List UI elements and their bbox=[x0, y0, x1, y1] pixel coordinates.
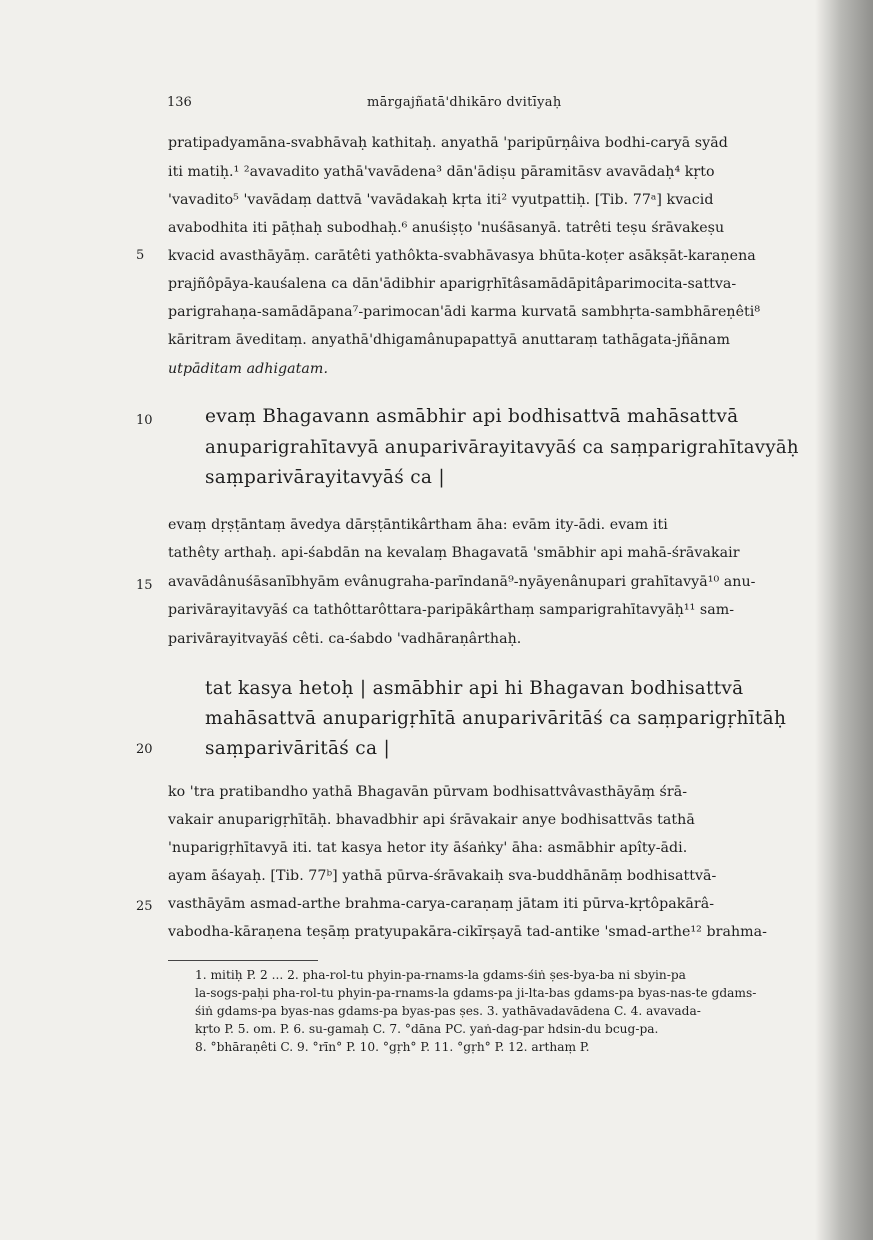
line-number: 10 bbox=[136, 413, 153, 428]
commentary-line: evaṃ dṛṣṭāntaṃ āvedya dārṣṭāntikârtham āha: evām ity-ādi. evam iti bbox=[168, 517, 668, 533]
commentary-line: vabodha-kāraṇena teṣāṃ pratyupakāra-cikīrṣayā tad-antike 'smad-arthe¹² brahma- bbox=[168, 924, 767, 940]
commentary-line: ayam āśayaḥ. [Tib. 77ᵇ] yathā pūrva-śrāvakaiḥ sva-buddhānāṃ bodhisattvā- bbox=[168, 868, 717, 884]
line-number: 15 bbox=[136, 578, 153, 593]
footnote-line: 8. °bhāraṇêti C. 9. °rīn° P. 10. °gṛh° P. 11. °gṛh° P. 12. arthaṃ P. bbox=[195, 1040, 590, 1054]
commentary-line: vakair anuparigṛhītāḥ. bhavadbhir api śrāvakair anye bodhisattvās tathā bbox=[168, 812, 695, 828]
verse-line: evaṃ Bhagavann asmābhir api bodhisattvā mahāsattvā bbox=[205, 406, 739, 427]
footnote-line: la-sogs-paḥi pha-rol-tu phyin-pa-rnams-la gdams-pa ji-lta-bas gdams-pa byas-nas-te gdams- bbox=[195, 986, 757, 1000]
verse-line: mahāsattvā anuparigṛhītā anuparivāritāś ca saṃparigṛhītāḥ bbox=[205, 708, 787, 729]
commentary-line: kvacid avasthāyāṃ. carātêti yathôkta-svabhāvasya bhūta-koṭer asākṣāt-karaṇena bbox=[168, 248, 756, 264]
commentary-line: tathêty arthaḥ. api-śabdān na kevalaṃ Bhagavatā 'smābhir api mahā-śrāvakair bbox=[168, 545, 740, 561]
commentary-line: pratipadyamāna-svabhāvaḥ kathitaḥ. anyathā 'paripūrṇâiva bodhi-caryā syād bbox=[168, 135, 728, 151]
verse-line: tat kasya hetoḥ | asmābhir api hi Bhagavan bodhisattvā bbox=[205, 678, 744, 699]
commentary-line: avavādânuśāsanībhyām evânugraha-parīndanā⁹-nyāyenânupari grahītavyā¹⁰ anu- bbox=[168, 574, 756, 590]
commentary-line: ko 'tra pratibandho yathā Bhagavān pūrvam bodhisattvâvasthāyāṃ śrā- bbox=[168, 784, 688, 800]
line-number: 25 bbox=[136, 899, 153, 914]
commentary-line: parigrahaṇa-samādāpana⁷-parimocan'ādi karma kurvatā sambhṛta-sambhāreṇêti⁸ bbox=[168, 304, 761, 320]
footnote-line: kṛto P. 5. om. P. 6. su-gamaḥ C. 7. °dāna PC. yaṅ-dag-par hdsin-du bcug-pa. bbox=[195, 1022, 659, 1036]
verse-line: anuparigrahītavyā anuparivārayitavyāś ca saṃparigrahītavyāḥ bbox=[205, 437, 799, 458]
commentary-line: utpāditam adhigatam. bbox=[168, 361, 328, 377]
footnote-line: śiṅ gdams-pa byas-nas gdams-pa byas-pas ṣes. 3. yathāvadavādena C. 4. avavada- bbox=[195, 1004, 701, 1018]
commentary-line: vasthāyām asmad-arthe brahma-carya-caraṇaṃ jātam iti pūrva-kṛtôpakārâ- bbox=[168, 896, 715, 912]
commentary-line: avabodhita iti pāṭhaḥ subodhaḥ.⁶ anuśiṣṭo 'nuśāsanyā. tatrêti teṣu śrāvakeṣu bbox=[168, 220, 725, 236]
commentary-line: kāritram āveditaṃ. anyathā'dhigamânupapattyā anuttaraṃ tathāgata-jñānam bbox=[168, 332, 730, 348]
commentary-line: 'nuparigṛhītavyā iti. tat kasya hetor ity āśaṅky' āha: asmābhir apîty-ādi. bbox=[168, 840, 688, 856]
verse-line: saṃparivāritāś ca | bbox=[205, 738, 390, 759]
commentary-line: 'vavadito⁵ 'vavādaṃ dattvā 'vavādakaḥ kṛta iti² vyutpattiḥ. [Tib. 77ᵃ] kvacid bbox=[168, 192, 714, 208]
commentary-line: parivārayitvayāś cêti. ca-śabdo 'vadhāraṇârthaḥ. bbox=[168, 631, 522, 647]
commentary-line: iti matiḥ.¹ ²avavadito yathā'vavādena³ dān'ādiṣu pāramitāsv avavādaḥ⁴ kṛto bbox=[168, 164, 715, 180]
commentary-line: prajñôpāya-kauśalena ca dān'ādibhir aparigṛhītâsamādāpitâparimocita-sattva- bbox=[168, 276, 737, 292]
page-number: 136 bbox=[167, 95, 192, 110]
book-spine-shadow bbox=[815, 0, 873, 1240]
footnote-rule bbox=[168, 960, 318, 961]
commentary-line: parivārayitavyāś ca tathôttarôttara-paripākârthaṃ samparigrahītavyāḥ¹¹ sam- bbox=[168, 602, 735, 618]
running-title: mārgajñatā'dhikāro dvitīyaḥ bbox=[367, 95, 562, 110]
footnote-line: 1. mitiḥ P. 2 ... 2. pha-rol-tu phyin-pa-rnams-la gdams-śiṅ ṣes-bya-ba ni sbyin-pa bbox=[195, 968, 686, 982]
line-number: 20 bbox=[136, 742, 153, 757]
line-number: 5 bbox=[136, 248, 145, 263]
verse-line: saṃparivārayitavyāś ca | bbox=[205, 467, 445, 488]
